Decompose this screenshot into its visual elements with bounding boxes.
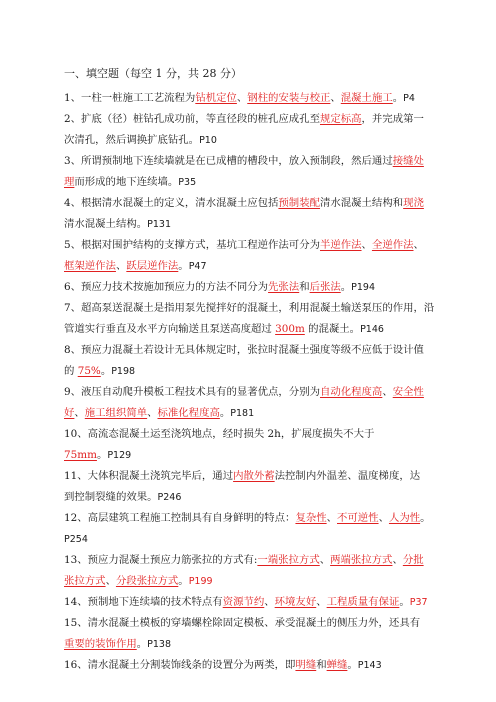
question-line bbox=[64, 109, 434, 130]
answer-blank: 蝉缝 bbox=[326, 659, 348, 671]
answer-blank: 内散外蓄 bbox=[233, 470, 275, 482]
answer-blank: 好 bbox=[64, 407, 75, 419]
answer-blank: 资源节约 bbox=[222, 596, 265, 608]
question-text: 11、大体积混凝土浇筑完毕后，通过 bbox=[64, 470, 234, 482]
answer-blank: 跃层逆作法 bbox=[126, 260, 179, 272]
question-line bbox=[64, 193, 434, 214]
page-reference: P194 bbox=[351, 282, 376, 293]
question-line bbox=[64, 571, 434, 592]
question-text: 和 bbox=[316, 659, 327, 671]
answer-blank: 全逆作法 bbox=[371, 239, 414, 251]
page-reference: P47 bbox=[188, 261, 207, 272]
question-item bbox=[64, 235, 434, 277]
answer-blank: 75% bbox=[77, 365, 101, 377]
question-line bbox=[64, 445, 434, 466]
question-line bbox=[64, 592, 434, 613]
question-item bbox=[64, 508, 434, 550]
answer-blank: 明缝 bbox=[295, 659, 317, 671]
question-text: ，并完成第一 bbox=[361, 113, 424, 125]
question-line bbox=[64, 235, 434, 256]
question-text: 的 bbox=[64, 365, 78, 377]
question-text: 。 bbox=[100, 365, 112, 377]
answer-blank: 安全性 bbox=[392, 386, 424, 398]
question-line bbox=[64, 256, 434, 277]
answer-blank: 复杂性 bbox=[295, 512, 327, 524]
exam-document bbox=[64, 66, 434, 676]
question-item bbox=[64, 382, 434, 424]
question-item bbox=[64, 655, 434, 676]
question-text: 管道实行垂直及水平方向输送且泵送高度超过 bbox=[64, 323, 276, 335]
answer-blank: 框架逆作法 bbox=[64, 260, 116, 272]
answer-blank: 半逆作法 bbox=[319, 239, 362, 251]
page-reference: P198 bbox=[111, 366, 136, 377]
question-line bbox=[64, 403, 434, 424]
question-line bbox=[64, 340, 434, 361]
page-reference: P10 bbox=[199, 135, 217, 146]
answer-blank: 75mm bbox=[64, 449, 97, 461]
question-line bbox=[64, 277, 434, 298]
question-text: 。 bbox=[340, 281, 352, 293]
question-text: 、 bbox=[316, 596, 327, 608]
question-text: 10、高流态混凝土运至浇筑地点，经时损失 2h，扩展度损失不大于 bbox=[64, 428, 375, 440]
question-item bbox=[64, 550, 434, 592]
page-reference: P199 bbox=[188, 576, 213, 587]
answer-blank: 标准化程度高 bbox=[157, 407, 220, 419]
question-text: 。 bbox=[178, 260, 189, 272]
question-item bbox=[64, 466, 434, 508]
question-line bbox=[64, 319, 434, 340]
question-text: 。 bbox=[178, 575, 189, 587]
question-text: 、 bbox=[382, 386, 393, 398]
question-text: 、 bbox=[326, 512, 337, 524]
section-heading: 一、填空题（每空 1 分，共 28 分） bbox=[64, 67, 242, 80]
answer-blank: 预制装配 bbox=[278, 197, 320, 209]
answer-blank: 张拉方式 bbox=[64, 575, 106, 587]
answer-blank: 规定标高 bbox=[319, 113, 362, 125]
question-item bbox=[64, 424, 434, 466]
page-reference: P4 bbox=[403, 93, 415, 104]
question-text: 清水混凝土结构和 bbox=[319, 197, 404, 209]
question-text: 14、预制地下连续墙的技术特点有 bbox=[64, 596, 223, 608]
question-text: 到控制裂缝的效果。 bbox=[64, 491, 158, 503]
question-text: 、 bbox=[147, 407, 158, 419]
question-item bbox=[64, 88, 434, 109]
question-text: 16、清水混凝土分割装饰线条的设置分为两类，即 bbox=[64, 659, 296, 671]
question-text: 清水混凝土结构。 bbox=[64, 218, 148, 230]
question-item bbox=[64, 109, 434, 151]
question-line bbox=[64, 88, 434, 109]
question-text: 。 bbox=[219, 407, 231, 419]
answer-blank: 分段张拉方式 bbox=[115, 575, 179, 587]
answer-blank: 一端张拉方式 bbox=[257, 554, 320, 566]
question-text: 、 bbox=[264, 596, 275, 608]
page-reference: P138 bbox=[147, 639, 171, 650]
question-text: 2、扩底（径）桩钻孔成功前，等直径段的桩孔应成孔至 bbox=[64, 113, 320, 125]
question-text: 。 bbox=[399, 596, 410, 608]
page-reference: P146 bbox=[360, 324, 384, 335]
question-text: 15、清水混凝土模板的穿墙螺栓除固定模板、承受混凝土的侧压力外，还具有 bbox=[64, 617, 421, 629]
question-text: 12、高层建筑工程施工控制具有自身鲜明的特点： bbox=[64, 512, 296, 524]
question-line bbox=[64, 508, 434, 529]
question-text: 、 bbox=[392, 554, 403, 566]
answer-blank: 不可逆性 bbox=[337, 512, 379, 524]
answer-blank: 施工组织简单 bbox=[84, 407, 148, 419]
answer-blank: 接缝处 bbox=[392, 155, 424, 167]
page-reference: P254 bbox=[64, 534, 88, 545]
question-item bbox=[64, 340, 434, 382]
question-text: 。 bbox=[347, 659, 358, 671]
question-text: 4、根据清水混凝土的定义，清水混凝土应包括 bbox=[64, 197, 279, 209]
question-text: 、 bbox=[378, 512, 389, 524]
answer-blank: 自动化程度高 bbox=[319, 386, 383, 398]
question-text: 3、所谓预制地下连续墙就是在已成槽的槽段中，放入预制段，然后通过 bbox=[64, 155, 393, 167]
answer-blank: 重要的装饰作用 bbox=[64, 638, 137, 650]
question-text: 、 bbox=[330, 92, 341, 104]
question-text: 、 bbox=[413, 239, 424, 251]
question-item bbox=[64, 193, 434, 235]
question-text: 5、根据对围护结构的支撑方式，基坑工程逆作法可分为 bbox=[64, 239, 320, 251]
question-text: 、 bbox=[319, 554, 331, 566]
answer-blank: 混凝土施工 bbox=[340, 92, 393, 104]
answer-blank: 工程质量有保证 bbox=[326, 596, 400, 608]
question-line bbox=[64, 424, 434, 445]
question-line bbox=[64, 214, 434, 235]
page-reference: P35 bbox=[178, 177, 197, 188]
question-text: 7、超高泵送混凝土是指用泵先搅拌好的混凝土，利用混凝土输送泵压的作用，沿 bbox=[64, 302, 434, 314]
answer-blank: 环境友好 bbox=[274, 596, 317, 608]
page-reference: P181 bbox=[230, 408, 255, 419]
question-line bbox=[64, 382, 434, 403]
question-line bbox=[64, 172, 434, 193]
question-text: 。 bbox=[96, 449, 108, 461]
question-text: 8、预应力混凝土若设计无具体规定时，张拉时混凝土强度等级不应低于设计值 bbox=[64, 344, 424, 356]
page-reference: P246 bbox=[157, 492, 182, 503]
question-line bbox=[64, 361, 434, 382]
question-text: 次清孔，然后调换扩底钻孔。 bbox=[64, 134, 200, 146]
question-line bbox=[64, 613, 434, 634]
page-reference: P129 bbox=[107, 450, 132, 461]
question-item bbox=[64, 151, 434, 193]
question-text: 。 bbox=[420, 512, 431, 524]
question-line bbox=[64, 655, 434, 676]
answer-blank: 分批 bbox=[402, 554, 424, 566]
answer-blank: 钻机定位 bbox=[195, 92, 237, 104]
question-line bbox=[64, 529, 434, 550]
answer-blank: 后张法 bbox=[309, 281, 341, 293]
question-text: 法控制内外温差、温度梯度，达 bbox=[274, 470, 421, 482]
question-text: 、 bbox=[115, 260, 127, 272]
question-text: 而形成的地下连续墙。 bbox=[74, 176, 179, 188]
answer-blank: 两端张拉方式 bbox=[330, 554, 393, 566]
answer-blank: 钢柱的安装与校正 bbox=[247, 92, 331, 104]
question-text: 6、预应力技术按施加预应力的方法不同分为 bbox=[64, 281, 269, 293]
question-line bbox=[64, 466, 434, 487]
question-text: 、 bbox=[105, 575, 116, 587]
question-text: 、 bbox=[361, 239, 372, 251]
page-reference: P131 bbox=[147, 219, 171, 230]
question-line bbox=[64, 634, 434, 655]
question-list bbox=[64, 88, 434, 676]
answer-blank: 理 bbox=[64, 176, 75, 188]
question-item bbox=[64, 613, 434, 655]
question-line bbox=[64, 151, 434, 172]
answer-blank: 人为性 bbox=[388, 512, 421, 524]
question-text: 、 bbox=[74, 407, 85, 419]
question-item bbox=[64, 277, 434, 298]
question-line bbox=[64, 550, 434, 571]
question-item bbox=[64, 298, 434, 340]
question-item bbox=[64, 592, 434, 613]
page-reference: P37 bbox=[409, 597, 428, 608]
question-text: 1、一柱一桩施工工艺流程为 bbox=[64, 92, 196, 104]
answer-blank: 现浇 bbox=[403, 197, 424, 209]
question-line bbox=[64, 130, 434, 151]
question-line bbox=[64, 487, 434, 508]
question-text: 的混凝土。 bbox=[304, 323, 361, 335]
answer-blank: 300m bbox=[275, 323, 305, 335]
page-reference: P143 bbox=[357, 660, 382, 671]
question-text: 。 bbox=[392, 92, 404, 104]
question-text: 9、液压自动爬升模板工程技术具有的显著优点，分别为 bbox=[64, 386, 320, 398]
question-text: 和 bbox=[299, 281, 310, 293]
question-text: 。 bbox=[136, 638, 148, 650]
question-text: 13、预应力混凝土预应力筋张拉的方式有: bbox=[64, 554, 258, 566]
answer-blank: 先张法 bbox=[268, 281, 300, 293]
question-text: 、 bbox=[236, 92, 248, 104]
question-line bbox=[64, 298, 434, 319]
